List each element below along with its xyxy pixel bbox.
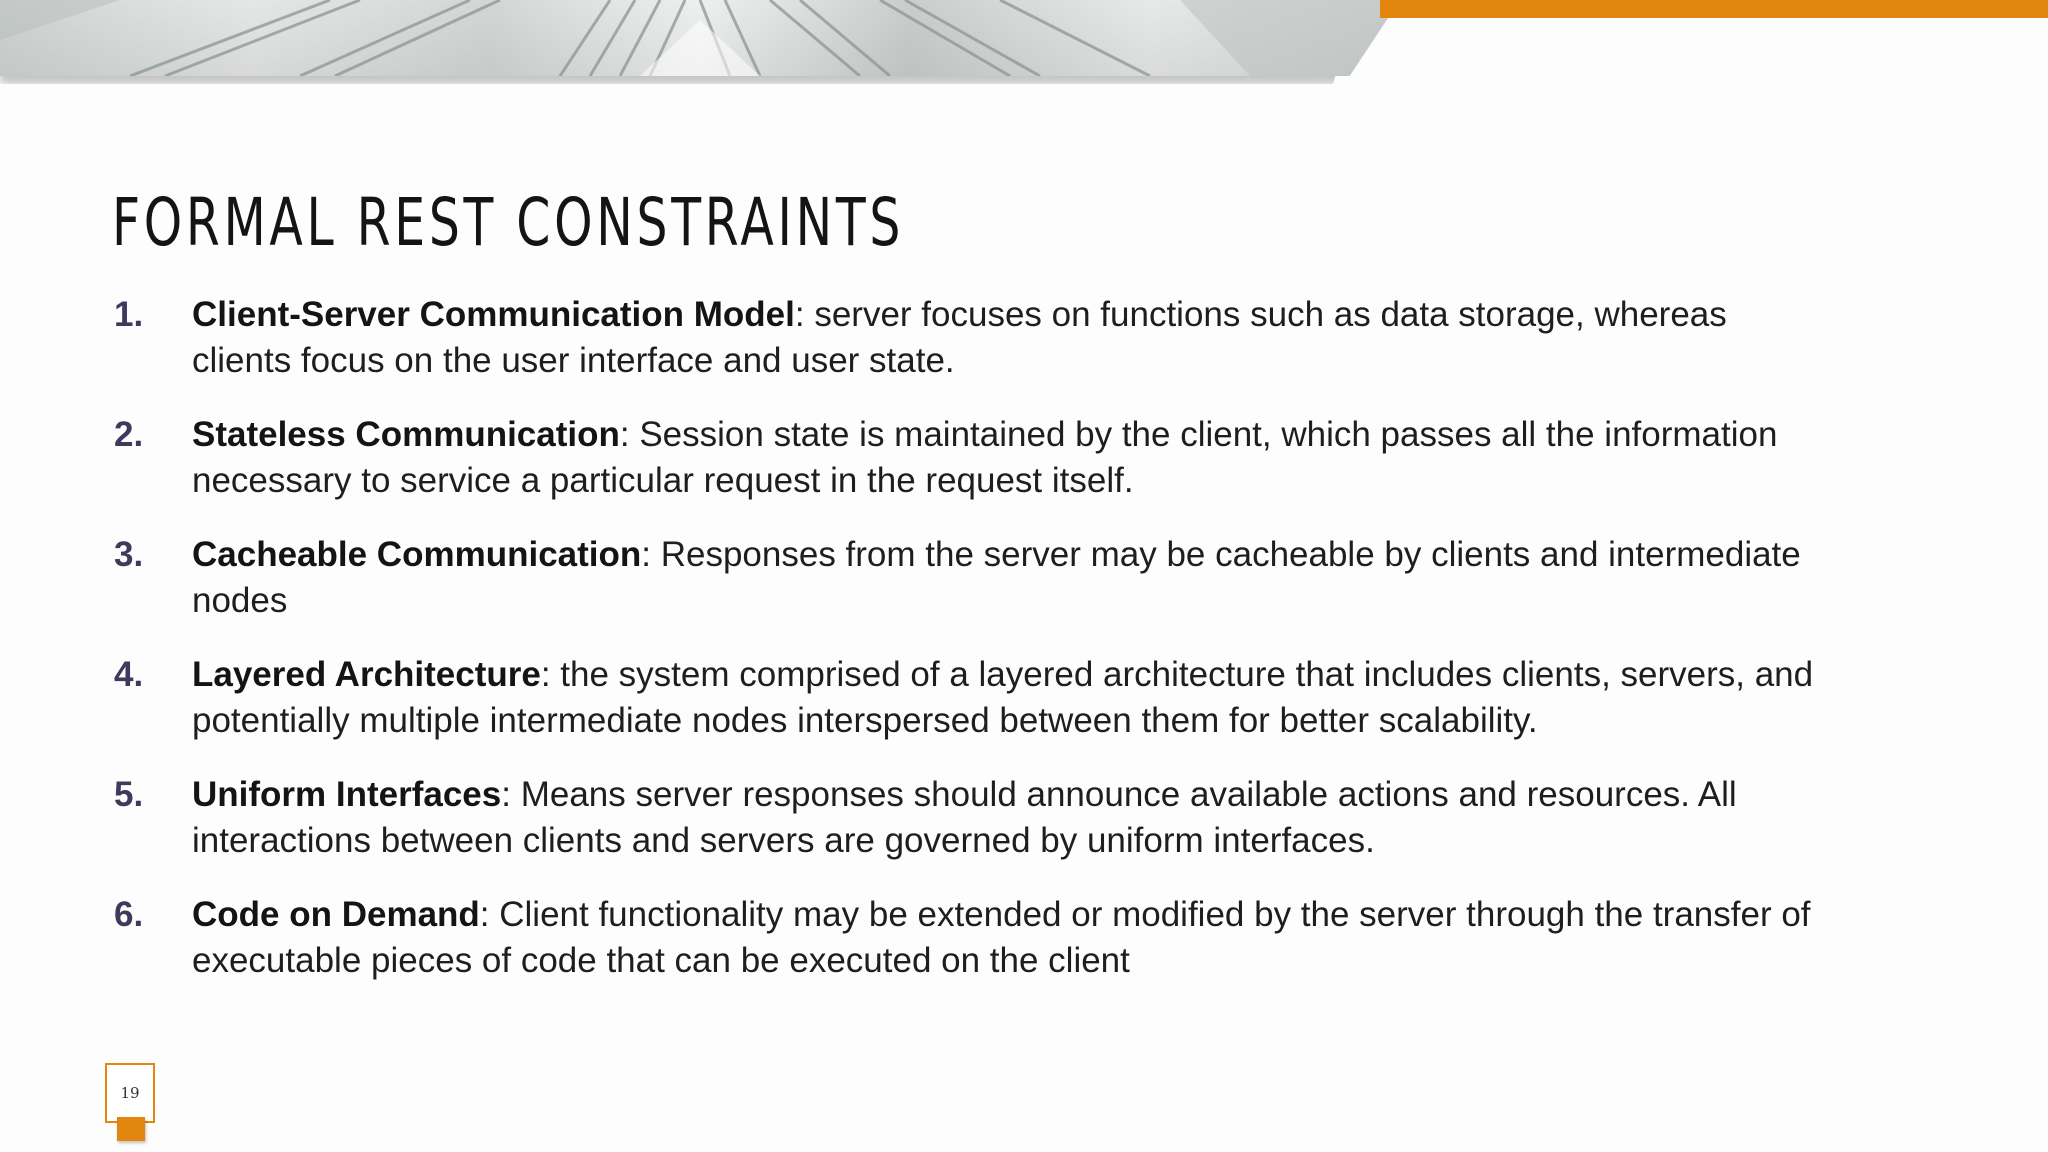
item-term: Layered Architecture [192, 655, 541, 694]
list-item [112, 652, 1832, 744]
page-number: 19 [105, 1063, 155, 1123]
item-term: Client-Server Communication Model [192, 295, 795, 334]
item-description: : Responses from the server may be cacheable by clients and intermediate nodes [192, 535, 1801, 620]
list-item [112, 532, 1832, 624]
item-description: : server focuses on functions such as data storage, whereas clients focus on the user interface and user state. [192, 295, 1727, 380]
item-number: 1. [114, 295, 144, 334]
item-term: Code on Demand [192, 895, 480, 934]
item-term: Stateless Communication [192, 415, 620, 454]
item-description: : the system comprised of a layered architecture that includes clients, servers, and potentially multiple intermediate nodes interspersed between them for better scalability. [192, 655, 1814, 740]
page-number-accent [117, 1117, 145, 1141]
item-number: 4. [114, 655, 144, 694]
item-number: 6. [114, 895, 144, 934]
list-item [112, 772, 1832, 864]
item-term: Uniform Interfaces [192, 775, 502, 814]
item-term: Cacheable Communication [192, 535, 642, 574]
constraints-list [112, 292, 1832, 1012]
item-description: : Means server responses should announce available actions and resources. All interactions between clients and servers are governed by uniform interfaces. [192, 775, 1737, 860]
item-number: 3. [114, 535, 144, 574]
slide-title: FORMAL REST CONSTRAINTS [112, 184, 905, 262]
item-description: : Session state is maintained by the client, which passes all the information necessary to service a particular request in the request itself. [192, 415, 1778, 500]
list-item [112, 892, 1832, 984]
header-accent-bar [1380, 0, 2048, 18]
item-number: 2. [114, 415, 144, 454]
list-item [112, 292, 1832, 384]
item-description: : Client functionality may be extended or modified by the server through the transfer of executable pieces of code that can be executed on the client [192, 895, 1811, 980]
roof-beams-graphic [0, 0, 1400, 76]
item-number: 5. [114, 775, 144, 814]
list-item [112, 412, 1832, 504]
header-architecture-photo [0, 0, 1400, 76]
